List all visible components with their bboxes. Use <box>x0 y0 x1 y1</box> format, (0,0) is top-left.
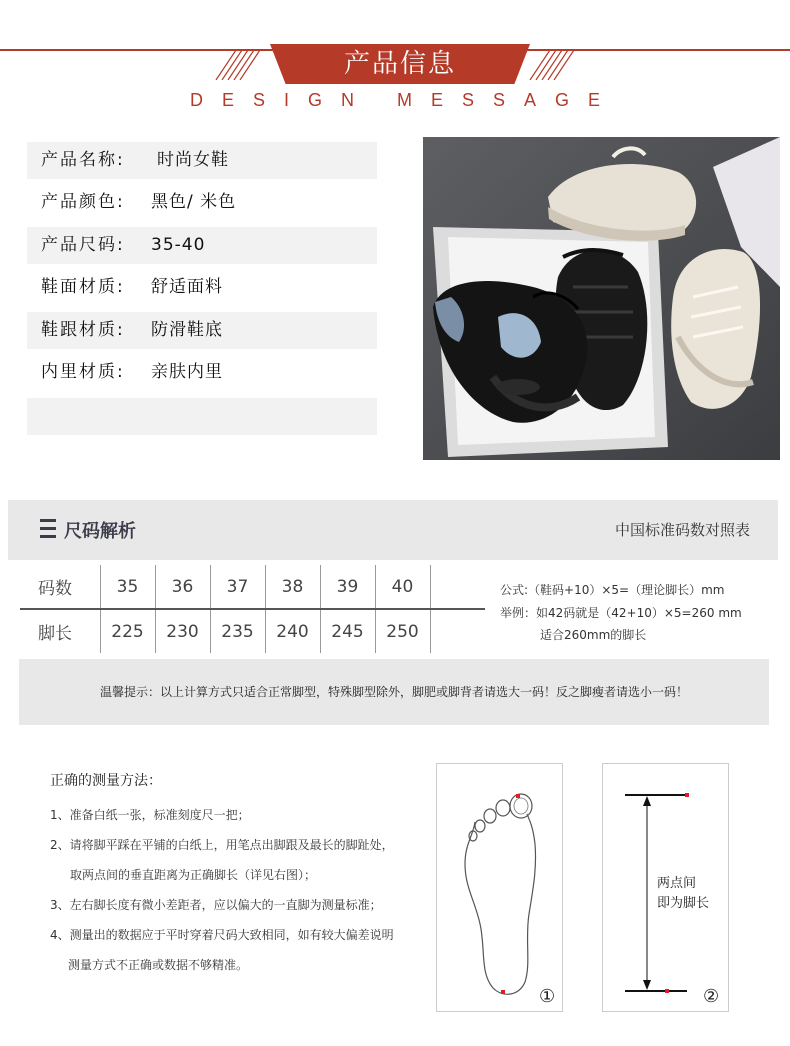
info-key: 鞋跟材质: <box>41 320 125 340</box>
size-cell: 40 <box>375 565 430 609</box>
size-table <box>20 565 485 653</box>
formula-text: 公式:（鞋码+10）×5=（理论脚长）mm <box>500 583 725 597</box>
length-cell: 230 <box>155 609 210 653</box>
size-cell: 37 <box>210 565 265 609</box>
info-row-empty <box>27 398 377 435</box>
info-row-heel <box>27 312 377 349</box>
empty-cell <box>430 609 485 653</box>
size-cell: 38 <box>265 565 320 609</box>
page-subtitle: DESIGN MESSAGE <box>189 90 620 110</box>
method-step: 2、请将脚平踩在平铺的白纸上，用笔点出脚跟及最长的脚趾处， <box>50 838 394 852</box>
formula-example: 举例：如42码就是（42+10）×5=260 mm <box>500 606 742 620</box>
method-step-continued: 取两点间的垂直距离为正确脚长（详见右图）； <box>70 868 317 882</box>
info-row-color <box>27 184 377 221</box>
size-cell: 35 <box>100 565 155 609</box>
info-value: 舒适面料 <box>151 277 223 297</box>
info-value: 35-40 <box>151 235 206 255</box>
info-row-name <box>27 142 377 179</box>
info-row-size <box>27 227 377 264</box>
info-key: 内里材质: <box>41 362 125 382</box>
info-key: 产品尺码: <box>41 235 125 255</box>
length-cell: 225 <box>100 609 155 653</box>
method-title: 正确的测量方法： <box>50 773 162 789</box>
info-value: 时尚女鞋 <box>157 150 229 170</box>
right-stripes-decoration <box>526 50 578 80</box>
diagram-number: ① <box>539 986 556 1007</box>
product-photo <box>423 137 780 460</box>
info-key: 鞋面材质: <box>41 277 125 297</box>
tip-text: 温馨提示：以上计算方式只适合正常脚型，特殊脚型除外，脚肥或脚背者请选大一码！反之脚瘦者请选小一码！ <box>99 685 688 699</box>
foot-diagram <box>436 763 563 1012</box>
size-chart-caption: 中国标准码数对照表 <box>614 521 750 539</box>
measure-diagram <box>602 763 729 1012</box>
length-cell: 235 <box>210 609 265 653</box>
info-key: 产品名称: <box>41 150 125 170</box>
length-cell: 240 <box>265 609 320 653</box>
size-section-title: 尺码解析 <box>64 521 136 542</box>
table-row-size <box>20 565 485 609</box>
info-value: 亲肤内里 <box>151 362 223 382</box>
info-row-upper <box>27 269 377 306</box>
diagram-label: 两点间 <box>657 876 697 891</box>
menu-icon <box>40 519 56 539</box>
page-title: 产品信息 <box>343 49 456 79</box>
diagram-number: ② <box>703 986 720 1007</box>
formula-example-note: 适合260mm的脚长 <box>540 628 647 642</box>
size-cell: 36 <box>155 565 210 609</box>
table-row-length <box>20 609 485 653</box>
info-row-lining <box>27 354 377 391</box>
info-value: 防滑鞋底 <box>151 320 223 340</box>
info-value: 黑色/ 米色 <box>151 192 237 212</box>
left-stripes-decoration <box>212 50 264 80</box>
foot-outline-icon <box>437 764 562 1011</box>
length-cell: 250 <box>375 609 430 653</box>
size-cell: 39 <box>320 565 375 609</box>
row-label: 码数 <box>20 565 100 609</box>
info-key: 产品颜色: <box>41 192 125 212</box>
length-cell: 245 <box>320 609 375 653</box>
method-step: 3、左右脚长度有微小差距者，应以偏大的一直脚为测量标准； <box>50 898 382 912</box>
diagram-label: 即为脚长 <box>657 896 710 911</box>
method-step: 4、测量出的数据应于平时穿着尺码大致相同，如有较大偏差说明 <box>50 928 394 942</box>
row-label: 脚长 <box>38 624 72 644</box>
method-step: 1、准备白纸一张，标准刻度尺一把； <box>50 808 250 822</box>
method-step-continued: 测量方式不正确或数据不够精准。 <box>68 958 249 972</box>
empty-cell <box>430 565 485 609</box>
